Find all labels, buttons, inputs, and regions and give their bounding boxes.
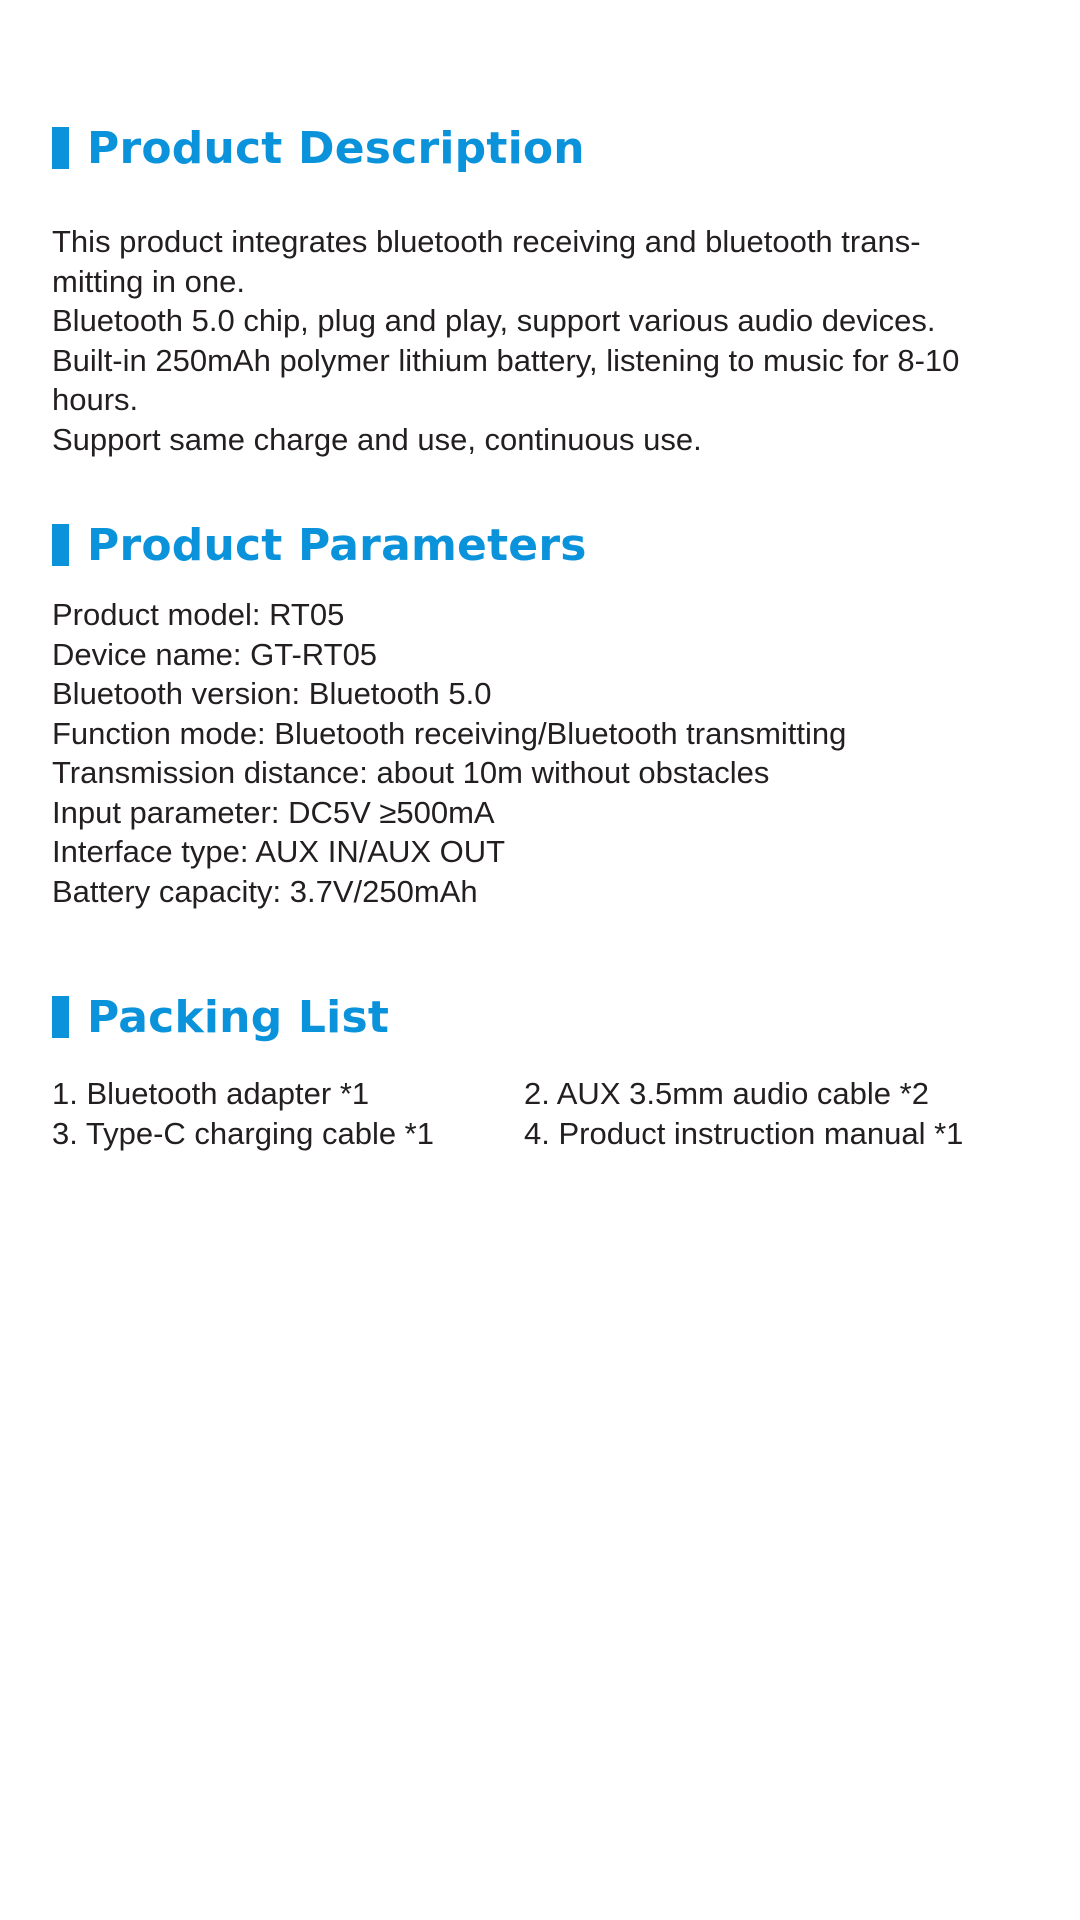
product-parameters-title: Product Parameters	[87, 519, 587, 571]
packing-list-grid	[52, 1074, 1040, 1153]
section-heading	[52, 515, 1040, 575]
parameter-line: Product model: RT05	[52, 597, 345, 632]
heading-accent-bar	[52, 996, 69, 1038]
product-parameters-section	[52, 515, 1040, 911]
heading-accent-bar	[52, 127, 69, 169]
parameter-line: Function mode: Bluetooth receiving/Bluetooth transmitting	[52, 715, 847, 751]
description-line: hours.	[52, 382, 139, 417]
parameter-line: Transmission distance: about 10m without obstacles	[52, 755, 770, 790]
section-heading	[52, 118, 1040, 178]
description-line: mitting in one.	[52, 263, 245, 299]
product-description-text	[52, 222, 1040, 459]
description-line: This product integrates bluetooth receiving and bluetooth trans-	[52, 224, 921, 259]
parameter-line: Bluetooth version: Bluetooth 5.0	[52, 676, 492, 711]
packing-list-item: 4. Product instruction manual *1	[524, 1115, 964, 1151]
description-line: Support same charge and use, continuous use.	[52, 421, 702, 457]
description-line: Bluetooth 5.0 chip, plug and play, support various audio devices.	[52, 303, 936, 338]
product-description-section	[52, 118, 1040, 459]
packing-list-item: 1. Bluetooth adapter *1	[52, 1076, 370, 1111]
packing-list-item: 3. Type-C charging cable *1	[52, 1115, 434, 1151]
section-heading	[52, 987, 1040, 1047]
parameter-line: Device name: GT-RT05	[52, 636, 378, 672]
packing-list-item: 2. AUX 3.5mm audio cable *2	[524, 1076, 929, 1111]
description-line: Built-in 250mAh polymer lithium battery, listening to music for 8-10	[52, 342, 960, 378]
parameter-line: Battery capacity: 3.7V/250mAh	[52, 873, 478, 909]
packing-list-title: Packing List	[87, 991, 390, 1043]
product-description-title: Product Description	[87, 122, 585, 174]
heading-accent-bar	[52, 524, 69, 566]
parameter-line: Interface type: AUX IN/AUX OUT	[52, 834, 506, 869]
packing-list-section	[52, 987, 1040, 1153]
product-parameters-list	[52, 595, 1040, 911]
parameter-line: Input parameter: DC5V ≥500mA	[52, 794, 495, 830]
